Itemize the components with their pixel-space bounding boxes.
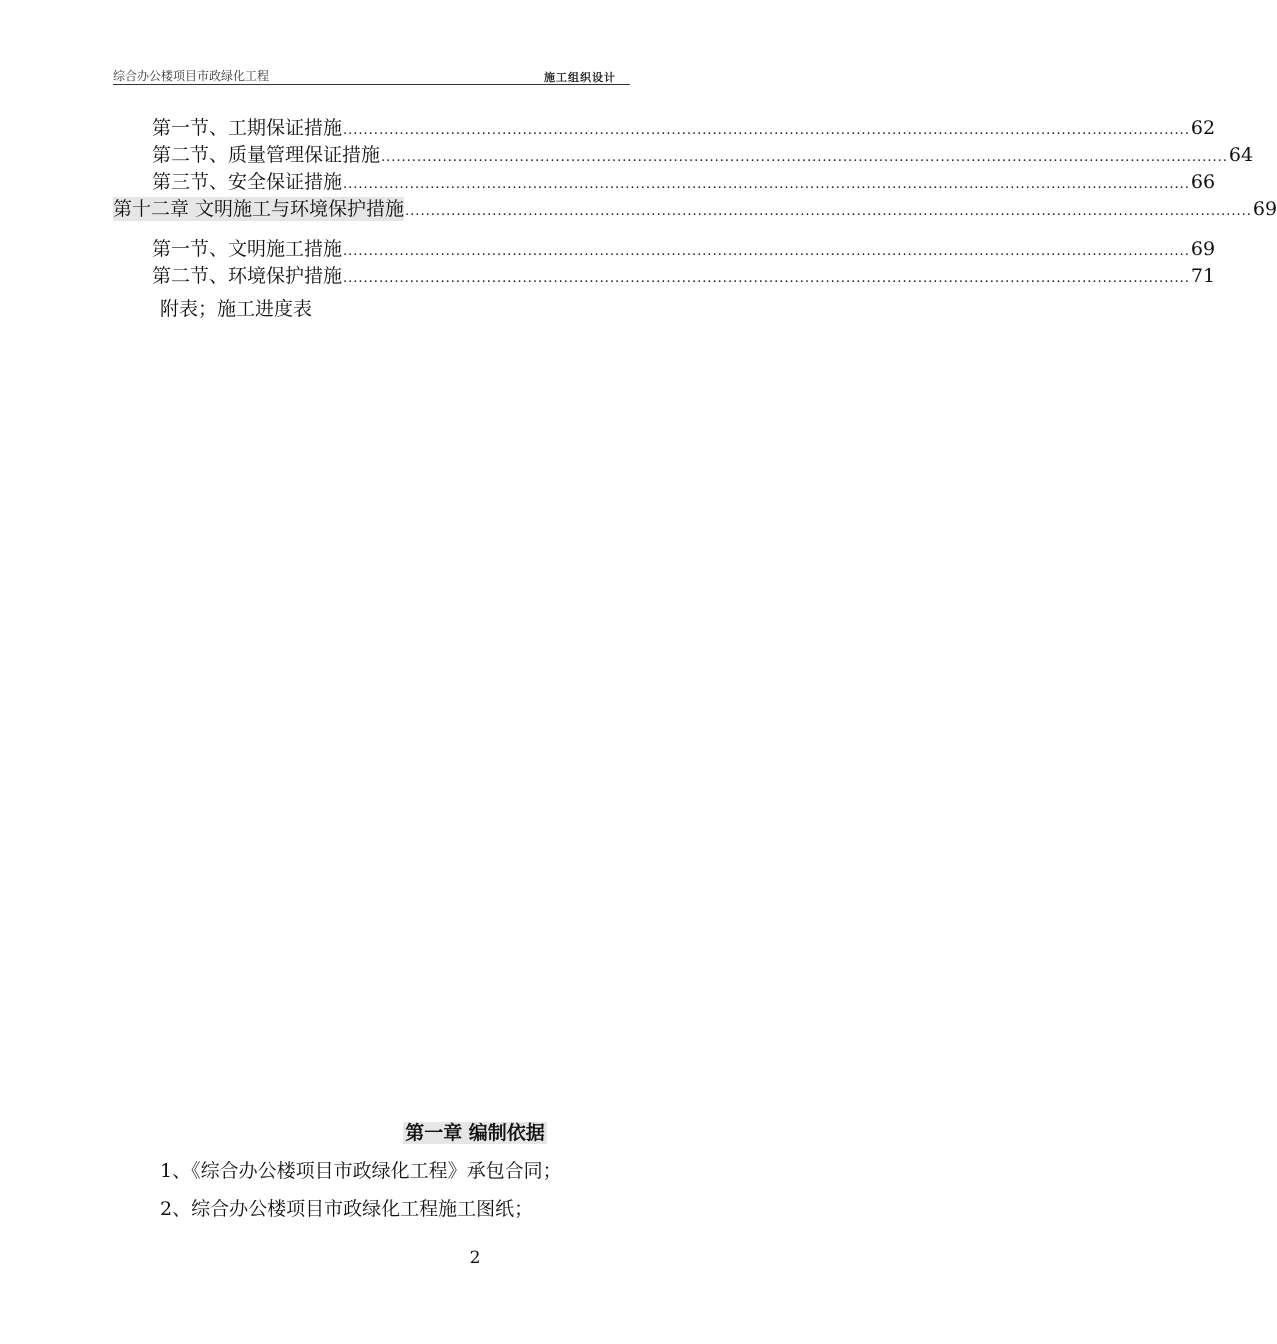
toc-entry-title: 第二节、质量管理保证措施 [152,144,381,166]
toc-entry[interactable] [152,143,1254,167]
toc-entry-page: 66 [1190,171,1216,193]
appendix-note: 附表；施工进度表 [160,298,313,320]
chapter-heading-text: 第一章 编制依据 [405,1122,545,1144]
toc-entry-title: 第三节、安全保证措施 [152,171,343,193]
toc-entry-title: 第二节、环境保护措施 [152,265,343,287]
toc-entry[interactable] [152,264,1216,288]
toc-entry-page: 69 [1190,238,1216,260]
toc-entry-title: 第一节、工期保证措施 [152,117,343,139]
page-header [113,66,630,85]
toc-leader-dots: ..................................................................................................................................................................... [343,177,1190,192]
toc-entry[interactable] [152,170,1216,194]
toc-leader-dots: ..................................................................................................................................................................... [405,204,1252,219]
toc-leader-dots: ..................................................................................................................................................................... [343,123,1190,138]
toc-entry[interactable] [152,237,1216,261]
toc-leader-dots: ..................................................................................................................................................................... [343,244,1190,259]
header-doc-type: 施工组织设计 [544,71,616,84]
toc-entry-title: 第十二章 文明施工与环境保护措施 [113,198,405,220]
header-project-title: 综合办公楼项目市政绿化工程 [113,69,270,83]
toc-entry-page: 69 [1252,198,1277,220]
toc-leader-dots: ..................................................................................................................................................................... [343,271,1190,286]
toc-entry-page: 64 [1228,144,1254,166]
toc-entry-title: 第一节、文明施工措施 [152,238,343,260]
body-paragraph: 1、《综合办公楼项目市政绿化工程》承包合同； [160,1160,562,1182]
toc-chapter-entry[interactable] [113,197,1277,221]
toc-entry[interactable] [152,116,1216,140]
chapter-heading [0,1120,950,1146]
toc-entry-page: 62 [1190,117,1216,139]
toc-leader-dots: ..................................................................................................................................................................... [381,150,1228,165]
page-number: 2 [469,1248,481,1268]
body-paragraph: 2、综合办公楼项目市政绿化工程施工图纸； [160,1198,534,1220]
toc-entry-page: 71 [1190,265,1216,287]
